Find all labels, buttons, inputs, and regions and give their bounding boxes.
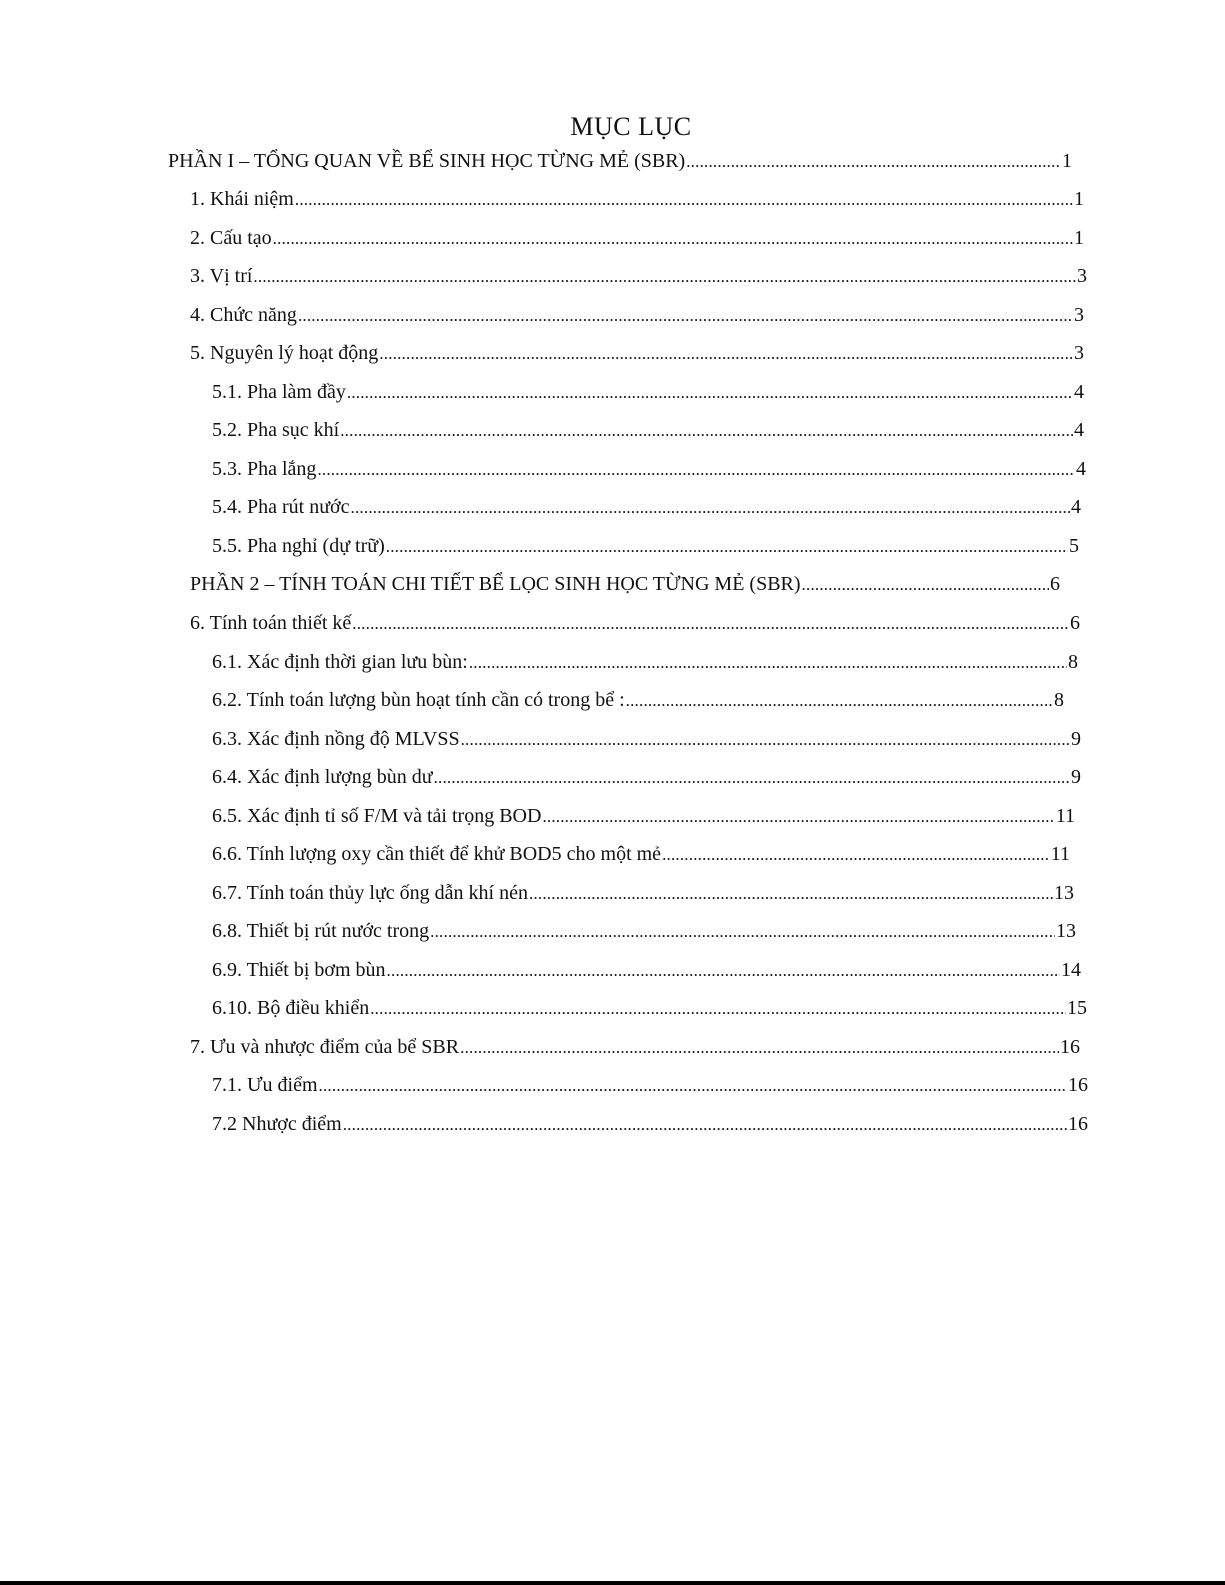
toc-entry-page: 11 bbox=[1050, 843, 1070, 865]
toc-entry-5-3[interactable] bbox=[212, 457, 1086, 481]
toc-entry-6-9[interactable] bbox=[212, 958, 1081, 982]
toc-entry-6[interactable] bbox=[190, 611, 1080, 635]
toc-entry-page: 6 bbox=[1050, 573, 1060, 595]
dot-leader bbox=[343, 1113, 1067, 1137]
dot-leader bbox=[434, 766, 1070, 790]
toc-entry-page: 16 bbox=[1060, 1036, 1080, 1058]
toc-entry-label: 6.5. Xác định tỉ số F/M và tải trọng BOD bbox=[212, 805, 542, 827]
toc-entry-page: 13 bbox=[1056, 920, 1076, 942]
toc-entry-1[interactable] bbox=[190, 187, 1084, 211]
toc-entry-part-2[interactable] bbox=[190, 572, 1060, 596]
toc-entry-label: 6.7. Tính toán thủy lực ống dẫn khí nén bbox=[212, 882, 528, 904]
toc-entry-label: 6.10. Bộ điều khiển bbox=[212, 997, 370, 1019]
toc-entry-label: 5.4. Pha rút nước bbox=[212, 496, 350, 518]
toc-entry-7[interactable] bbox=[190, 1035, 1080, 1059]
dot-leader bbox=[386, 535, 1068, 559]
toc-entry-6-1[interactable] bbox=[212, 650, 1078, 674]
toc-entry-label: 3. Vị trí bbox=[190, 265, 253, 287]
dot-leader bbox=[430, 920, 1055, 944]
dot-leader bbox=[347, 381, 1073, 405]
toc-entry-page: 6 bbox=[1070, 612, 1080, 634]
toc-entry-7-2[interactable] bbox=[212, 1112, 1088, 1136]
toc-entry-page: 3 bbox=[1077, 265, 1087, 287]
dot-leader bbox=[351, 496, 1070, 520]
dot-leader bbox=[273, 227, 1073, 251]
dot-leader bbox=[352, 612, 1069, 636]
toc-entry-6-8[interactable] bbox=[212, 919, 1076, 943]
toc-entry-label: 7.1. Ưu điểm bbox=[212, 1074, 318, 1096]
dot-leader bbox=[298, 304, 1073, 328]
dot-leader bbox=[529, 882, 1053, 906]
toc-entry-label: 5.5. Pha nghỉ (dự trữ) bbox=[212, 535, 385, 557]
toc-entry-page: 16 bbox=[1068, 1074, 1088, 1096]
toc-entry-6-7[interactable] bbox=[212, 881, 1074, 905]
toc-entry-label: 4. Chức năng bbox=[190, 304, 297, 326]
toc-entry-page: 13 bbox=[1054, 882, 1074, 904]
dot-leader bbox=[319, 1074, 1067, 1098]
toc-entry-page: 3 bbox=[1074, 342, 1084, 364]
toc-entry-label: 5. Nguyên lý hoạt động bbox=[190, 342, 379, 364]
toc-entry-6-6[interactable] bbox=[212, 842, 1070, 866]
dot-leader bbox=[542, 805, 1054, 829]
toc-entry-label: 2. Cấu tạo bbox=[190, 227, 272, 249]
toc-entry-page: 15 bbox=[1067, 997, 1087, 1019]
toc-entry-7-1[interactable] bbox=[212, 1073, 1088, 1097]
dot-leader bbox=[662, 843, 1050, 867]
toc-entry-2[interactable] bbox=[190, 226, 1084, 250]
toc-entry-page: 5 bbox=[1069, 535, 1079, 557]
toc-entry-6-5[interactable] bbox=[212, 804, 1075, 828]
toc-entry-label: 6.3. Xác định nồng độ MLVSS bbox=[212, 728, 460, 750]
dot-leader bbox=[317, 458, 1075, 482]
toc-entry-label: PHẦN I – TỔNG QUAN VỀ BỂ SINH HỌC TỪNG MẺ (SBR) bbox=[168, 150, 686, 172]
dot-leader bbox=[802, 573, 1049, 597]
toc-entry-page: 4 bbox=[1071, 496, 1081, 518]
dot-leader bbox=[469, 651, 1067, 675]
toc-entry-label: 5.1. Pha làm đầy bbox=[212, 381, 346, 403]
dot-leader bbox=[387, 959, 1060, 983]
toc-entry-4[interactable] bbox=[190, 303, 1084, 327]
toc-entry-page: 11 bbox=[1055, 805, 1075, 827]
toc-entry-page: 4 bbox=[1076, 458, 1086, 480]
dot-leader bbox=[253, 265, 1076, 289]
toc-entry-page: 4 bbox=[1074, 381, 1084, 403]
toc-entry-page: 9 bbox=[1071, 728, 1081, 750]
toc-entry-5-4[interactable] bbox=[212, 495, 1081, 519]
dot-leader bbox=[460, 1036, 1059, 1060]
toc-entry-6-2[interactable] bbox=[212, 688, 1064, 712]
toc-entry-page: 1 bbox=[1062, 150, 1072, 172]
page-bottom-rule bbox=[0, 1581, 1225, 1585]
toc-entry-page: 14 bbox=[1061, 959, 1081, 981]
dot-leader bbox=[626, 689, 1053, 713]
toc-entry-page: 8 bbox=[1068, 651, 1078, 673]
dot-leader bbox=[379, 342, 1073, 366]
dot-leader bbox=[370, 997, 1066, 1021]
toc-entry-page: 1 bbox=[1074, 188, 1084, 210]
toc-entry-label: 6.6. Tính lượng oxy cần thiết để khử BOD5 cho một mẻ bbox=[212, 843, 662, 865]
toc-entry-page: 1 bbox=[1074, 227, 1084, 249]
toc-entry-label: PHẦN 2 – TÍNH TOÁN CHI TIẾT BỂ LỌC SINH HỌC TỪNG MẺ (SBR) bbox=[190, 573, 801, 595]
toc-entry-label: 6. Tính toán thiết kế bbox=[190, 612, 352, 634]
dot-leader bbox=[340, 419, 1073, 443]
toc-title: MỤC LỤC bbox=[570, 112, 692, 141]
toc-entry-label: 6.1. Xác định thời gian lưu bùn: bbox=[212, 651, 468, 673]
toc-entry-page: 4 bbox=[1074, 419, 1084, 441]
toc-entry-label: 6.4. Xác định lượng bùn dư bbox=[212, 766, 433, 788]
toc-entry-5[interactable] bbox=[190, 341, 1084, 365]
toc-entry-part-1[interactable] bbox=[168, 149, 1072, 173]
toc-entry-page: 9 bbox=[1071, 766, 1081, 788]
toc-entry-3[interactable] bbox=[190, 264, 1087, 288]
toc-entry-label: 6.8. Thiết bị rút nước trong bbox=[212, 920, 430, 942]
toc-entry-label: 7. Ưu và nhược điểm của bể SBR bbox=[190, 1036, 460, 1058]
toc-entry-label: 6.9. Thiết bị bơm bùn bbox=[212, 959, 386, 981]
toc-entry-label: 6.2. Tính toán lượng bùn hoạt tính cần có trong bể : bbox=[212, 689, 625, 711]
toc-entry-5-2[interactable] bbox=[212, 418, 1084, 442]
dot-leader bbox=[686, 150, 1061, 174]
toc-entry-page: 8 bbox=[1054, 689, 1064, 711]
toc-entry-5-1[interactable] bbox=[212, 380, 1084, 404]
toc-entry-label: 7.2 Nhược điểm bbox=[212, 1113, 342, 1135]
toc-entry-page: 16 bbox=[1068, 1113, 1088, 1135]
toc-entry-5-5[interactable] bbox=[212, 534, 1079, 558]
toc-entry-label: 1. Khái niệm bbox=[190, 188, 294, 210]
dot-leader bbox=[461, 728, 1070, 752]
toc-entry-6-10[interactable] bbox=[212, 996, 1087, 1020]
toc-entry-page: 3 bbox=[1074, 304, 1084, 326]
toc-entry-6-3[interactable] bbox=[212, 727, 1081, 751]
dot-leader bbox=[295, 188, 1073, 212]
toc-entry-6-4[interactable] bbox=[212, 765, 1081, 789]
toc-entry-label: 5.3. Pha lắng bbox=[212, 458, 317, 480]
toc-entry-label: 5.2. Pha sục khí bbox=[212, 419, 340, 441]
